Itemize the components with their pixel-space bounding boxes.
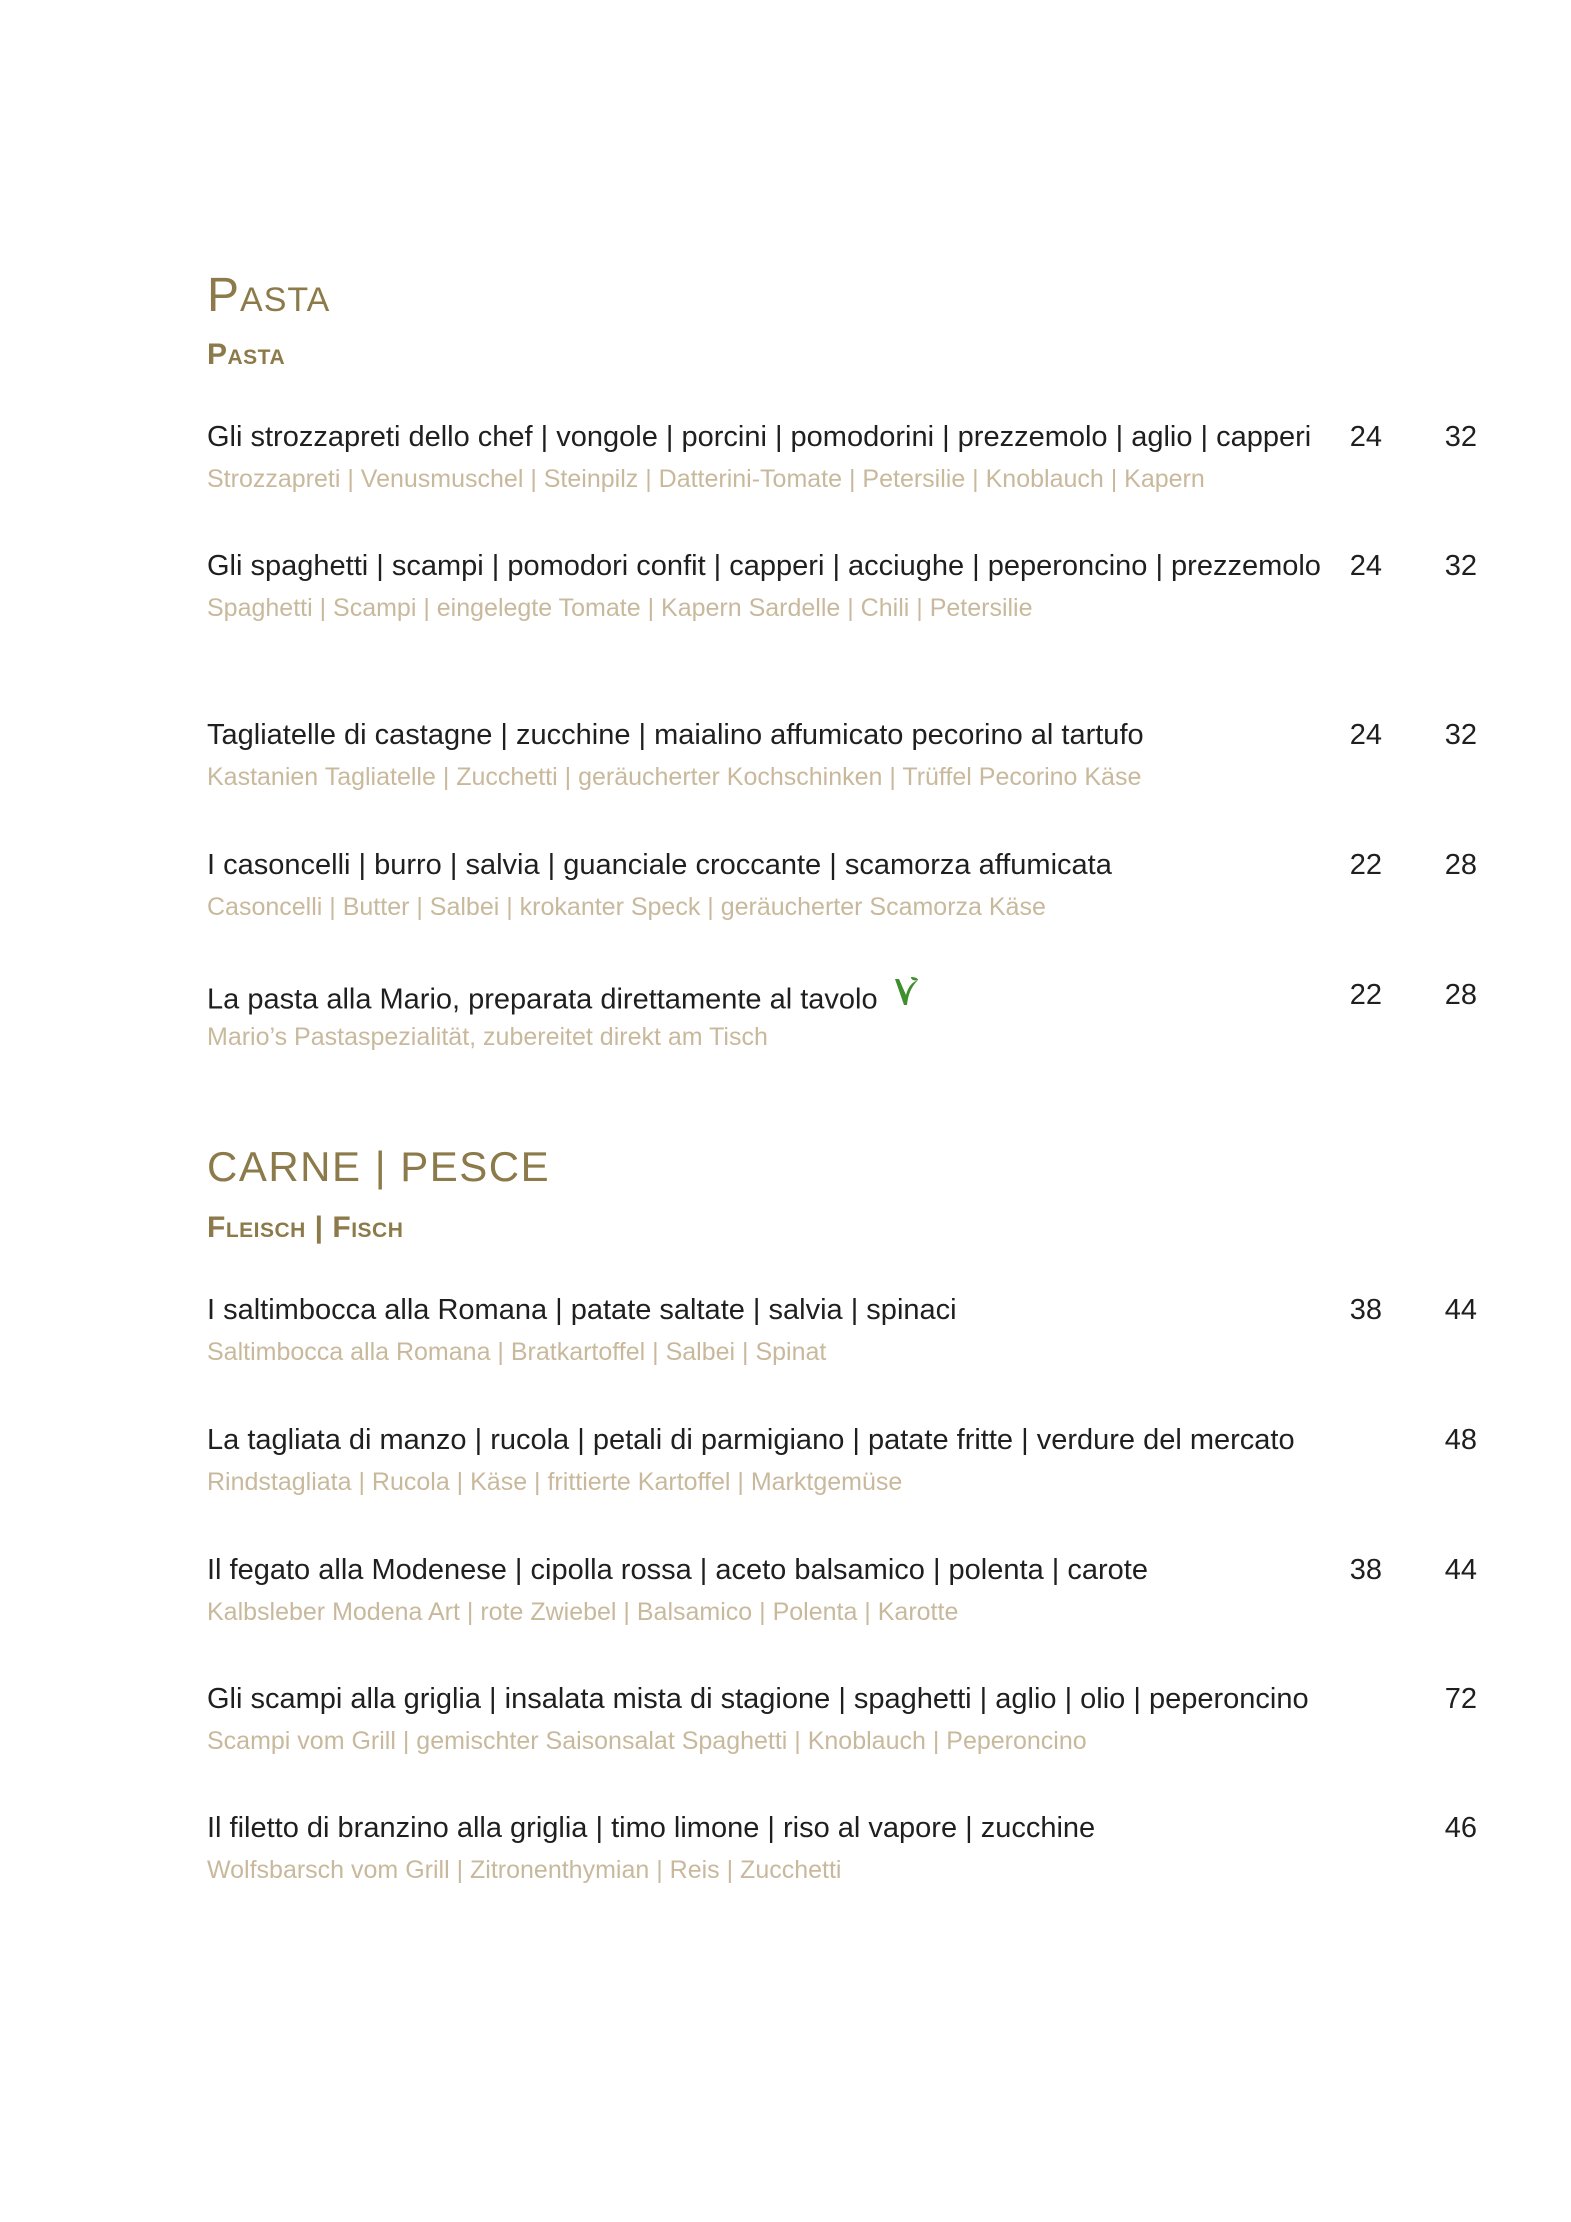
item-description: Spaghetti | Scampi | eingelegte Tomate | Kapern Sardelle | Chili | Petersilie <box>207 594 1033 622</box>
item-name: Il filetto di branzino alla griglia | timo limone | riso al vapore | zucchine <box>207 1812 1096 1844</box>
menu-item <box>207 1556 1477 1646</box>
price-large: 44 <box>1444 1294 1477 1326</box>
price-small: 24 <box>1349 550 1382 582</box>
section-title-carne-pesce: CARNE | PESCE <box>207 1143 551 1190</box>
menu-item <box>207 851 1477 941</box>
item-description: Kalbsleber Modena Art | rote Zwiebel | Balsamico | Polenta | Karotte <box>207 1598 959 1626</box>
item-name-wrap <box>207 981 920 1021</box>
item-description: Wolfsbarsch vom Grill | Zitronenthymian | Reis | Zucchetti <box>207 1856 842 1884</box>
price-small: 24 <box>1349 719 1382 751</box>
price-large: 44 <box>1444 1554 1477 1586</box>
menu-item <box>207 552 1477 642</box>
price-large: 72 <box>1444 1683 1477 1715</box>
price-large: 32 <box>1444 719 1477 751</box>
vegetarian-leaf-icon <box>892 975 920 1015</box>
item-description: Kastanien Tagliatelle | Zucchetti | geräucherter Kochschinken | Trüffel Pecorino Käse <box>207 763 1142 791</box>
item-name: I casoncelli | burro | salvia | guanciale croccante | scamorza affumicata <box>207 849 1112 881</box>
item-description: Casoncelli | Butter | Salbei | krokanter Speck | geräucherter Scamorza Käse <box>207 893 1046 921</box>
price-large: 28 <box>1444 979 1477 1011</box>
item-name: Gli strozzapreti dello chef | vongole | porcini | pomodorini | prezzemolo | aglio | capperi <box>207 421 1312 453</box>
price-small: 38 <box>1349 1294 1382 1326</box>
menu-item <box>207 423 1477 513</box>
price-large: 32 <box>1444 421 1477 453</box>
price-small: 24 <box>1349 421 1382 453</box>
price-large: 48 <box>1444 1424 1477 1456</box>
item-name: Gli spaghetti | scampi | pomodori confit | capperi | acciughe | peperoncino | prezzemolo <box>207 550 1321 582</box>
menu-item <box>207 721 1477 811</box>
item-name: I saltimbocca alla Romana | patate saltate | salvia | spinaci <box>207 1294 957 1326</box>
item-description: Rindstagliata | Rucola | Käse | frittierte Kartoffel | Marktgemüse <box>207 1468 903 1496</box>
menu-item <box>207 1685 1477 1775</box>
price-small: 22 <box>1349 979 1382 1011</box>
price-large: 32 <box>1444 550 1477 582</box>
price-small: 22 <box>1349 849 1382 881</box>
item-description: Mario’s Pastaspezialität, zubereitet direkt am Tisch <box>207 1023 768 1051</box>
menu-item <box>207 1814 1477 1904</box>
section-title-pasta: Pasta <box>207 269 331 322</box>
section-subtitle-pasta: Pasta <box>207 338 286 371</box>
price-small: 38 <box>1349 1554 1382 1586</box>
item-description: Scampi vom Grill | gemischter Saisonsalat Spaghetti | Knoblauch | Peperoncino <box>207 1727 1087 1755</box>
menu-item <box>207 981 1477 1071</box>
item-name: La pasta alla Mario, preparata direttamente al tavolo <box>207 983 878 1016</box>
section-subtitle-carne-pesce: Fleisch | Fisch <box>207 1211 404 1244</box>
menu-item <box>207 1426 1477 1516</box>
item-description: Strozzapreti | Venusmuschel | Steinpilz | Datterini-Tomate | Petersilie | Knoblauch | Kapern <box>207 465 1205 493</box>
menu-item <box>207 1296 1477 1386</box>
item-name: Il fegato alla Modenese | cipolla rossa | aceto balsamico | polenta | carote <box>207 1554 1148 1586</box>
price-large: 28 <box>1444 849 1477 881</box>
item-name: Gli scampi alla griglia | insalata mista di stagione | spaghetti | aglio | olio | peperoncino <box>207 1683 1309 1715</box>
price-large: 46 <box>1444 1812 1477 1844</box>
item-name: La tagliata di manzo | rucola | petali di parmigiano | patate fritte | verdure del mercato <box>207 1424 1295 1456</box>
item-name: Tagliatelle di castagne | zucchine | maialino affumicato pecorino al tartufo <box>207 719 1144 751</box>
item-description: Saltimbocca alla Romana | Bratkartoffel | Salbei | Spinat <box>207 1338 827 1366</box>
